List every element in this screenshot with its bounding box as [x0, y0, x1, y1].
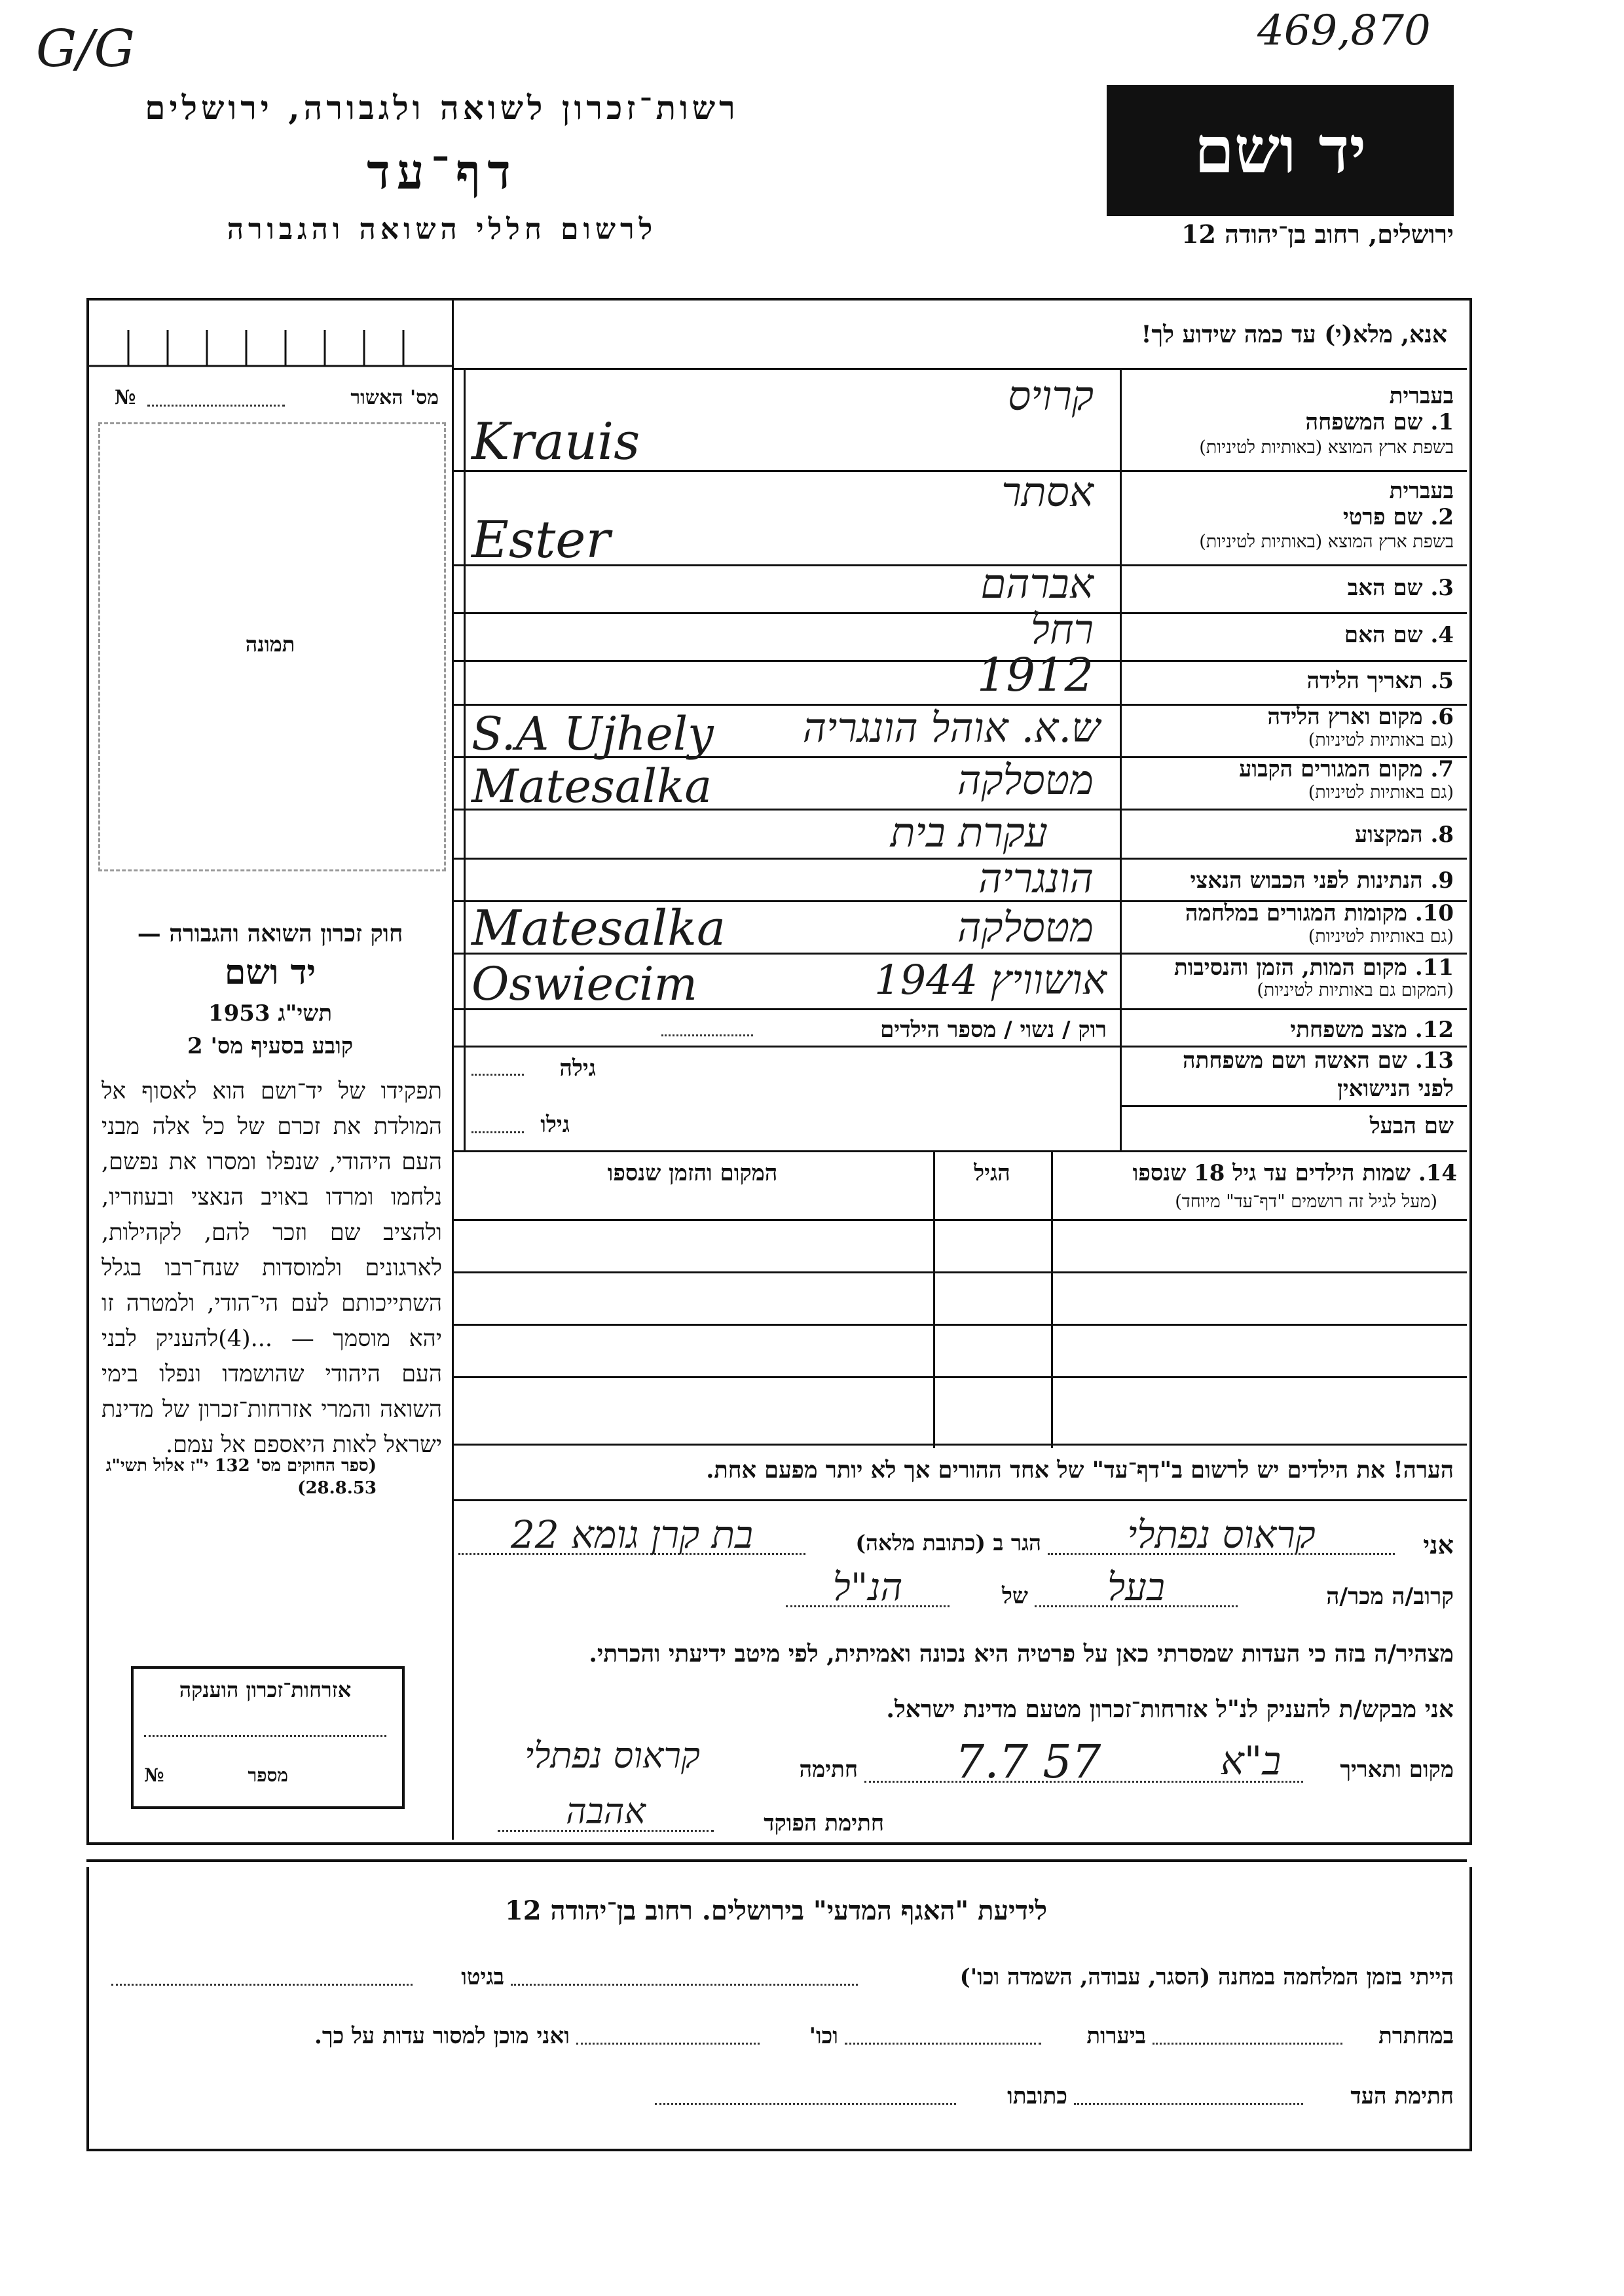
- label-column-divider: [1120, 368, 1122, 1150]
- field-1-num: 1.: [1430, 409, 1454, 435]
- yad-vashem-logo: יד ושם: [1107, 85, 1454, 216]
- children-num: 14.: [1418, 1160, 1457, 1186]
- field-8-name: המקצוע: [1354, 822, 1423, 848]
- field-5-name: תאריך הלידה: [1306, 668, 1423, 694]
- footer-witness-sign-line[interactable]: [1074, 2103, 1303, 2105]
- field-12-options: רוק / נשוי / מספר הילדים: [880, 1017, 1107, 1043]
- children-age-header: הגיל: [974, 1160, 1010, 1186]
- stamp-number-symbol: №: [144, 1764, 164, 1786]
- field-11-value-latin[interactable]: Oswiecim: [471, 957, 698, 1011]
- children-sublabel: (מעל לגיל זה רושמים "דף־עד" מיוחד): [1175, 1192, 1437, 1212]
- field-5-label: [1126, 668, 1454, 694]
- footer-underground-line[interactable]: [1153, 2043, 1342, 2045]
- field-2-value-hebrew[interactable]: אסתר: [1001, 468, 1094, 516]
- footer-forests-line[interactable]: [845, 2043, 1041, 2045]
- field-9-value[interactable]: הונגריה: [978, 854, 1094, 902]
- footer-etc-line[interactable]: [576, 2043, 760, 2045]
- wife-age-line[interactable]: [471, 1074, 524, 1076]
- field-12-label: [1126, 1017, 1454, 1043]
- decl-address-label: הגר ב (כתובת מלאה): [855, 1530, 1041, 1556]
- field-2-num: 2.: [1430, 504, 1454, 530]
- place-date-line: [864, 1781, 1303, 1783]
- field-6-value-hebrew[interactable]: ש.א. אוהל הונגריה: [802, 704, 1100, 752]
- stamp-line: [144, 1735, 386, 1737]
- form-subtitle: לרשום חללי השואה והגבורה: [227, 213, 657, 246]
- signature-label: חתימה: [799, 1757, 858, 1783]
- law-name: יד ושם: [224, 953, 316, 993]
- field-7-value-latin[interactable]: Matesalka: [471, 759, 712, 813]
- hebrew-label: בעברית: [1389, 478, 1454, 504]
- law-source: (ספר החוקים מס' 132 י"ז אלול תשי"ג 28.8.53): [105, 1456, 377, 1498]
- cert-number-line[interactable]: [147, 405, 285, 407]
- field-6-value-latin[interactable]: S.A Ujhely: [471, 707, 714, 761]
- field-11-value-hebrew[interactable]: אושוויץ 1944: [874, 956, 1107, 1004]
- row-divider: [452, 1150, 1467, 1152]
- field-10-value-latin[interactable]: Matesalka: [471, 900, 726, 957]
- field-1-label: [1126, 409, 1454, 435]
- children-row-line: [452, 1271, 1467, 1273]
- children-row-line: [452, 1376, 1467, 1378]
- footer-ghetto-label: בגיטו: [461, 1964, 504, 1990]
- footer-separator: [86, 1859, 1467, 1862]
- witness-name[interactable]: קראוס נפתלי: [1127, 1512, 1316, 1557]
- field-8-num: 8.: [1430, 822, 1454, 848]
- officer-signature-line: [498, 1830, 714, 1832]
- sidebar-divider: [452, 301, 454, 1840]
- value-column-edge: [464, 368, 466, 1150]
- relation-of-label: של: [1002, 1583, 1028, 1609]
- children-header-divider: [452, 1219, 1467, 1221]
- place-date-label: מקום ותאריך: [1340, 1757, 1454, 1783]
- field-3-name: שם האב: [1347, 575, 1423, 601]
- declaration-statement: מצהיר/ה בזה כי העדות שמסרתי כאן על פרטיה היא נכונה ואמיתית, לפי מיטב ידיעתי והכרתי.: [589, 1640, 1454, 1667]
- field-6-label: [1126, 704, 1454, 730]
- children-col-divider: [933, 1150, 935, 1448]
- field-13-name: שם האשה ושם משפחתה: [1183, 1048, 1407, 1074]
- field-1-value-hebrew[interactable]: קרויס: [1007, 372, 1094, 420]
- form-title: דף־עד: [367, 144, 517, 200]
- officer-signature[interactable]: אהבה: [566, 1791, 646, 1832]
- section-divider: [452, 1499, 1467, 1501]
- relation-of-line: [786, 1605, 950, 1607]
- witness-address[interactable]: בת קרן גומא 22: [511, 1512, 753, 1557]
- field-11-sublabel: (המקום גם באותיות לטיניות): [1257, 980, 1454, 1000]
- footer-ghetto-line[interactable]: [111, 1984, 413, 1986]
- officer-signature-label: חתימת הפוקד: [764, 1810, 884, 1836]
- field-2-label: [1126, 504, 1454, 530]
- header-address: ירושלים, רחוב בן־יהודה 12: [1181, 219, 1454, 249]
- field-4-name: שם האם: [1344, 622, 1423, 648]
- field-11-num: 11.: [1414, 955, 1454, 981]
- stamp-number-label: מספר: [248, 1764, 288, 1786]
- row-divider: [452, 368, 1467, 370]
- children-col-divider: [1051, 1150, 1053, 1448]
- husband-age-label: גילו: [540, 1112, 570, 1138]
- field-1-sublabel: בשפת ארץ המוצא (באותיות לטיניות): [1199, 437, 1454, 458]
- field-2-sublabel: בשפת ארץ המוצא (באותיות לטיניות): [1199, 532, 1454, 552]
- law-title: חוק זכרון השואה והגבורה —: [137, 920, 403, 947]
- field-7-num: 7.: [1430, 756, 1454, 782]
- field-9-label: [1126, 867, 1454, 894]
- field-3-label: [1126, 575, 1454, 601]
- field-9-num: 9.: [1430, 867, 1454, 894]
- field-3-value[interactable]: אברהם: [980, 560, 1094, 608]
- field-4-num: 4.: [1430, 622, 1454, 648]
- field-5-num: 5.: [1430, 668, 1454, 694]
- field-6-num: 6.: [1430, 704, 1454, 730]
- field-13-sublabel: לפני הנישואין: [1337, 1076, 1454, 1102]
- field-6-name: מקום וארץ הלידה: [1267, 704, 1423, 730]
- field-10-name: מקומות המגורים במלחמה: [1185, 900, 1407, 926]
- witness-signature[interactable]: קראוס נפתלי: [525, 1735, 700, 1776]
- footer-witness-sign-label: חתימת העד: [1350, 2083, 1454, 2109]
- field-2-name: שם פרטי: [1342, 504, 1423, 530]
- field-10-num: 10.: [1414, 900, 1454, 926]
- children-label: [1058, 1160, 1457, 1186]
- photo-label: תמונה: [245, 632, 295, 657]
- field-7-value-hebrew[interactable]: מטסלקה: [957, 756, 1094, 804]
- field-11-label: [1126, 955, 1454, 981]
- footer-forests-label: ביערות: [1086, 2023, 1146, 2049]
- field-11-name: מקום המות, הזמן והנסיבות: [1173, 955, 1407, 981]
- field-7-label: [1126, 756, 1454, 782]
- footer-etc-label: וכו': [809, 2023, 838, 2049]
- field-4-label: [1126, 622, 1454, 648]
- footer-underground-label: במחתרת: [1378, 2023, 1454, 2049]
- witness-address-line: [458, 1553, 805, 1555]
- field-10-value-hebrew[interactable]: מטסלקה: [957, 903, 1094, 951]
- footer-address-line[interactable]: [655, 2103, 956, 2105]
- children-place-header: המקום והזמן שנספו: [607, 1160, 778, 1186]
- field-2-value-latin[interactable]: Ester: [471, 511, 610, 570]
- field-12-name: מצב משפחתי: [1290, 1017, 1407, 1043]
- decl-prefix: אני: [1423, 1530, 1454, 1559]
- witness-name-line: [1048, 1553, 1395, 1555]
- footer-address-label: כתובתו: [1007, 2083, 1067, 2109]
- field-3-num: 3.: [1430, 575, 1454, 601]
- field-7-name: מקום המגורים הקבוע: [1239, 756, 1423, 782]
- children-note: הערה! את הילדים יש לרשום ב"דף־עד" של אחד ההורים אך לא יותר מפעם אחת.: [706, 1457, 1454, 1484]
- law-text: תפקידו של יד־ושם הוא לאסוף אל המולדת את זכרם של כל אלה מבני העם היהודי, שנפלו ומסרו את נפשם, נלחמו ומרדו באויב הנאצי ובעוזריו, ולהציב שם וזכר להם, לקהילות, לארגונים ולמוסדות שנח־רבו בגלל השתייכותם לעם הי־הודי, ולמטרה זו יהא מוסמך — ...(4)להעניק לבני העם היהודי שהושמדו ונפלו בימי השואה והמרי אזרחות־זכרון של מדינת ישראל לאות היאספם אל עמם.: [101, 1078, 442, 1458]
- row-divider: [1120, 1105, 1467, 1107]
- wife-age-label: גילה: [559, 1055, 596, 1082]
- husband-age-line[interactable]: [471, 1131, 524, 1133]
- children-title: שמות הילדים עד גיל 18 שנספו: [1132, 1160, 1411, 1186]
- stamp-title: אזרחות־זכרון הוענקה: [179, 1677, 352, 1702]
- field-9-name: הנתינות לפני הכבוש הנאצי: [1190, 867, 1423, 894]
- cert-symbol: №: [115, 386, 136, 409]
- corner-handwritten-note-left: G/G: [36, 20, 135, 79]
- footer-camp-label: הייתי בזמן המלחמה במחנה (הסגר, עבודה, השמדה וכו'): [959, 1964, 1454, 1990]
- law-section: קובע בסעיף מס' 2: [187, 1033, 354, 1059]
- law-year: תשי"ג 1953: [208, 1000, 333, 1027]
- field-5-value[interactable]: 1912: [976, 648, 1094, 702]
- relation-label: קרוב/ה מכר/ה: [1326, 1583, 1454, 1610]
- children-count-line[interactable]: [661, 1034, 753, 1036]
- office-use-boxes: [89, 301, 452, 368]
- field-1-value-latin[interactable]: Krauis: [471, 412, 640, 471]
- cert-number-label: מס' האשור: [350, 386, 439, 409]
- field-10-label: [1126, 900, 1454, 926]
- date-value[interactable]: 7.7 57: [955, 1735, 1101, 1789]
- field-1-name: שם המשפחה: [1305, 409, 1423, 435]
- children-table-bottom: [452, 1444, 1467, 1446]
- husband-name-label: שם הבעל: [1369, 1113, 1454, 1139]
- footer-camp-line[interactable]: [511, 1984, 858, 1986]
- footer-willing-text: ואני מוכן למסור עדות על כך.: [314, 2023, 570, 2049]
- place-value[interactable]: ב"א: [1220, 1738, 1282, 1784]
- field-6-sublabel: (גם באותיות לטיניות): [1308, 730, 1454, 750]
- field-7-sublabel: (גם באותיות לטיניות): [1308, 782, 1454, 803]
- citizenship-request: אני מבקש/ת להעניק לנ"ל אזרחות־זכרון מטעם מדינת ישראל.: [886, 1696, 1454, 1723]
- footer-title: לידיעת "האגף המדעי" בירושלים. רחוב בן־יהודה 12: [504, 1895, 1048, 1926]
- hebrew-label: בעברית: [1389, 383, 1454, 409]
- field-13-label: [1126, 1048, 1454, 1074]
- relation-of-value[interactable]: הנ"ל: [832, 1565, 903, 1609]
- relation-line: [1035, 1605, 1238, 1607]
- children-row-line: [452, 1324, 1467, 1326]
- field-8-label: [1126, 822, 1454, 848]
- organization-name: רשות־זכרון לשואה ולגבורה, ירושלים: [145, 88, 739, 127]
- relation-value[interactable]: בעל: [1107, 1565, 1165, 1609]
- corner-handwritten-note-right: 469,870: [1257, 7, 1431, 55]
- field-10-sublabel: (גם באותיות לטיניות): [1308, 926, 1454, 947]
- field-8-value[interactable]: עקרת בית: [890, 809, 1048, 856]
- field-12-num: 12.: [1414, 1017, 1454, 1043]
- field-13-num: 13.: [1414, 1048, 1454, 1074]
- field-4-value[interactable]: רחל: [1030, 606, 1094, 653]
- instruction-text: אנא, מלא(י) עד כמה שידוע לך!: [1141, 321, 1447, 348]
